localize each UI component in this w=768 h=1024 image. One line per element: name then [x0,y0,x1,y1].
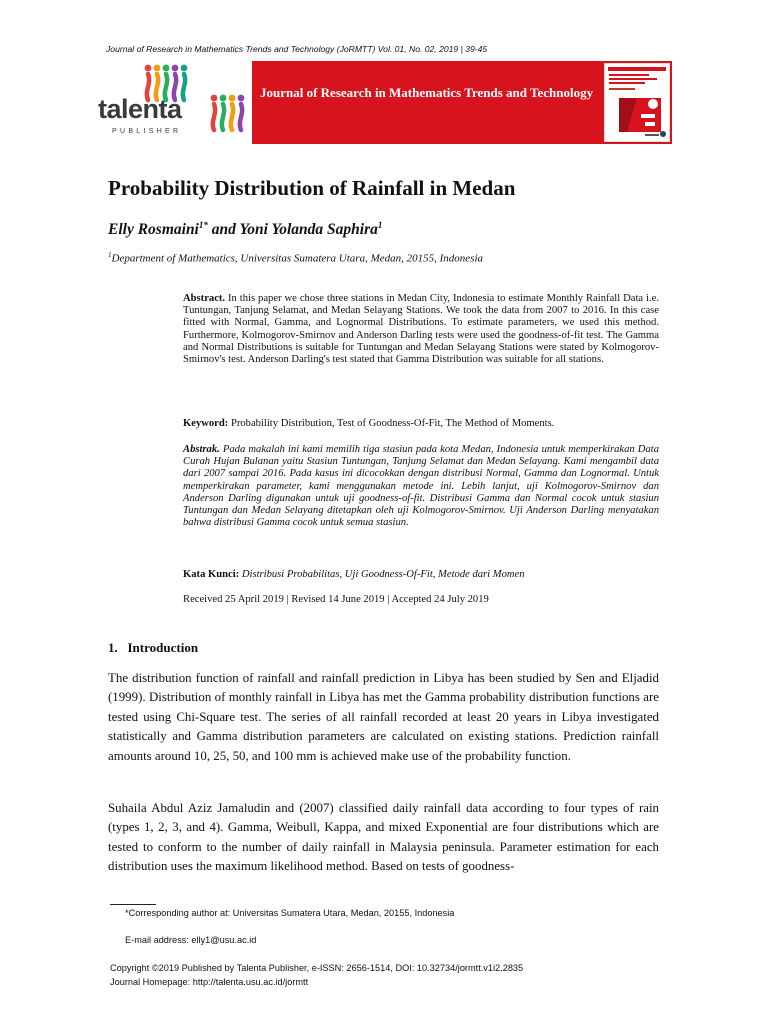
footnote-rule [110,904,156,905]
abstrak-text: Pada makalah ini kami memilih tiga stasiun pada kota Medan, Indonesia untuk memperkirakan Data Curah Hujan Bulanan yaitu Stasiun Tuntungan, Tanjung Selamat dan Medan Selayang. Kami mengambil data dari 2007 sampai 2016. Pada kasus ini dicocokkan dengan distribusi Normal, Gamma dan Lognormal. Untuk memperkirakan parameter, kami menggunakan metode ini. Lebih lanjut, uji Kolmogorov-Smirnov dan Anderson Darling digunakan untuk uji goodness-of-fit. Distribusi Gamma dan Normal cocok untuk stasiun Tuntungan dan Medan Selayang ditetapkan oleh uji Kolmogorov-Smirnov. Uji Anderson Darling menyatakan bahwa distribusi Gamma cocok untuk semua stasiun. [183,444,659,529]
banner-journal-title: Journal of Research in Mathematics Trends and Technology [260,85,594,100]
author-list [108,220,382,239]
abstract [183,293,659,366]
kata-kunci [183,569,663,580]
abstrak [183,444,659,529]
author-name: Yoni Yolanda Saphira [239,221,378,239]
paper-title: Probability Distribution of Rainfall in Medan [108,176,516,200]
journal-homepage: Journal Homepage: http://talenta.usu.ac.id/jormtt [110,977,309,987]
talenta-publisher-logo [96,60,252,142]
kata-kunci-text: Distribusi Probabilitas, Uji Goodness-Of-Fit, Metode dari Momen [239,569,525,580]
footnote-email: E-mail address: elly1@usu.ac.id [125,935,257,945]
running-head: Journal of Research in Mathematics Trends and Technology (JoRMTT) Vol. 01, No. 02, 2019 | 39-45 [106,44,488,54]
journal-cover-thumbnail [604,63,670,142]
abstract-label: Abstract. [183,293,226,304]
affiliation [108,251,483,265]
received-dates: Received 25 April 2019 | Revised 14 June 2019 | Accepted 24 July 2019 [183,594,489,605]
footnote-corresponding: *Corresponding author at: Universitas Sumatera Utara, Medan, 20155, Indonesia [125,908,455,918]
cover-art-icon [605,64,669,141]
affiliation-text: Department of Mathematics, Universitas Sumatera Utara, Medan, 20155, Indonesia [111,252,484,265]
author-name: Elly Rosmaini [108,221,199,239]
keywords [183,418,663,429]
abstrak-label: Abstrak. [183,444,220,455]
body-paragraph: Suhaila Abdul Aziz Jamaludin and (2007) classified daily rainfall data according to four types of rain (types 1, 2, 3, and 4). Gamma, Weibull, Kappa, and mixed Exponential are four distributions which are tested to conform to the number of daily rainfall in Malaysia peninsula. Parameter estimation for each distribution uses the maximum likelihood method. Based on tests of goodness- [108,801,659,874]
journal-banner [252,61,672,144]
author-superscript: 1 [377,220,383,230]
logo-subtitle: PUBLISHER [112,128,182,135]
body-paragraph: The distribution function of rainfall and rainfall prediction in Libya has been studied by Sen and Eljadid (1999). Distribution of monthly rainfall in Libya has met the Gamma probability distribution functions are tested using Chi-Square test. The series of all rainfall recorded at least 20 years in Libya investigated statistically and Gamma distribution parameters are calculated on existing stations. Prediction rainfall amounts around 10, 25, 50, and 100 mm is achieved make use of the probability function. [108,671,659,763]
section-number: 1. [108,640,118,655]
keyword-label: Keyword: [183,418,229,429]
author-separator: and [207,221,240,239]
author-superscript: 1* [198,220,208,230]
affiliation-superscript: 1 [108,251,112,259]
section-title: Introduction [127,640,199,655]
section-heading [108,640,198,656]
abstract-text: In this paper we chose three stations in Medan City, Indonesia to estimate Monthly Rainfall Data i.e. Tuntungan, Tanjung Selamat, and Medan Selayang Stations. We took the data from 2007 to 2016. In this case fitted with Normal, Gamma, and Lognormal Distributions. To estimate parameters, we used this method. Furthermore, Kolmogorov-Smirnov and Anderson Darling tests were used the goodness-of-fit test. The Gamma and Normal Distributions is suitable for Tuntungan and Medan Selayang Stations were stated by Kolmogorov-Smirnov's test. Anderson Darling's test stated that Gamma Distribution was suitable for all stations. [183,293,659,366]
logo-wordmark: talenta [98,94,182,124]
keyword-text: Probability Distribution, Test of Goodness-Of-Fit, The Method of Moments. [228,418,555,429]
copyright-line: Copyright ©2019 Published by Talenta Publisher, e-ISSN: 2656-1514, DOI: 10.32734/jormtt.v1i2.2835 [110,963,524,973]
kata-kunci-label: Kata Kunci: [183,569,240,580]
